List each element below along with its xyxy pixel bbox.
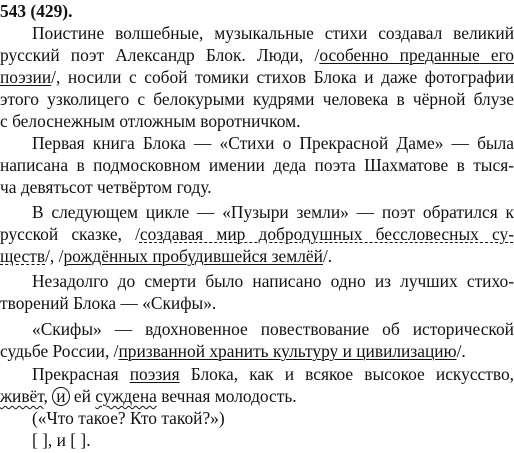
participle-phrase-3: призванной хранить культуру и цивилизацию (118, 341, 457, 361)
paragraph-3-line-3: ществ/, /рождённых пробудившейся землёй/. (0, 246, 333, 266)
predicate-lives: живёт (0, 386, 44, 406)
sentence-scheme: [ ], и [ ]. (32, 430, 91, 450)
subject-poetry: поэзия (129, 364, 180, 384)
participle-phrase-1-end: поэзии (0, 67, 52, 87)
conjunction-circled: и (52, 387, 69, 406)
paragraph-4-line-2: творений Блока — «Скифы». (0, 293, 217, 313)
paragraph-2-line-1: Первая книга Блока — «Стихи о Прекрасной Даме» — была (32, 133, 514, 153)
participle-phrase-1: особенно преданные его (319, 45, 514, 65)
paragraph-2-line-3: ча девятьсот четвёртом году. (0, 177, 212, 197)
paragraph-3-line-1: В следующем цикле — «Пузыри земли» — поэт обратился к (32, 202, 514, 222)
predicate-destined: суждена (95, 386, 157, 406)
paragraph-5-line-2: судьбе России, /призванной хранить культуру и цивилизацию/. (0, 341, 466, 361)
paragraph-5-line-1: «Скифы» — вдохновенное повествование об исторической (32, 319, 514, 339)
adverbial-phrase-end: ществ (0, 246, 46, 266)
paragraph-4-line-1: Незадолго до смерти было написано одно из лучших стихо- (32, 271, 514, 291)
participle-phrase-2: рождённых пробудившейся землёй (63, 246, 323, 266)
adverbial-phrase: создавая мир добродушных бессловесных су- (139, 224, 514, 244)
paragraph-6-line-1: Прекрасная поэзия Блока, как и всякое высокое искусство, (32, 364, 514, 384)
paragraph-1-line-4: этого узколицего с белокурыми кудрями человека в чёрной блузе (0, 89, 514, 109)
question-line: («Что такое? Кто такой?») (32, 408, 225, 428)
paragraph-1-line-5: с белоснежным отложным воротничком. (0, 111, 301, 131)
paragraph-3-line-2: русской сказке, /создавая мир добродушных бессловесных су- (0, 224, 514, 244)
paragraph-2-line-2: написана в подмосковном имении деда поэта Шахматове в тыся- (0, 155, 514, 175)
paragraph-6-line-2: живёт, и ей суждена вечная молодость. (0, 386, 297, 406)
paragraph-1-line-3: поэзии/, носили с собой томики стихов Блока и даже фотографии (0, 67, 514, 87)
paragraph-1-line-1: Поистине волшебные, музыкальные стихи создавал великий (32, 23, 514, 43)
exercise-number: 543 (429). (0, 1, 73, 21)
paragraph-1-line-2: русский поэт Александр Блок. Люди, /особенно преданные его (0, 45, 514, 65)
